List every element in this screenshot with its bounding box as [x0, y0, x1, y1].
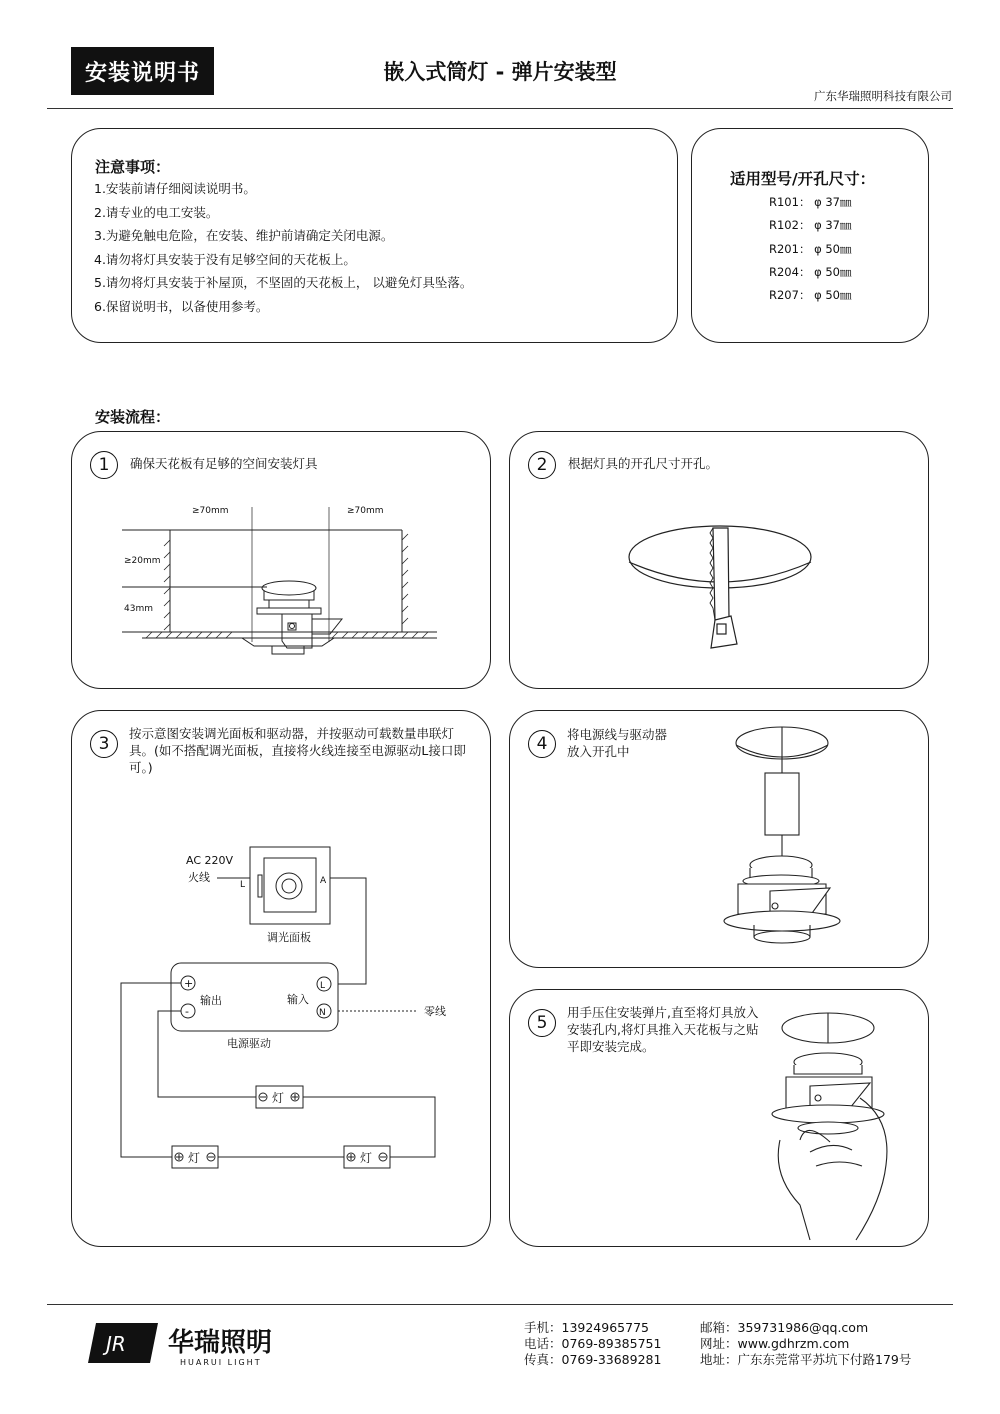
model-item: R204： φ 50㎜: [769, 264, 852, 279]
note-item: 4.请勿将灯具安装于没有足够空间的天花板上。: [94, 251, 356, 267]
page-title: 嵌入式筒灯 - 弹片安装型: [383, 60, 617, 84]
dimmer-panel-label: 调光面板: [267, 931, 311, 944]
panel-a-label: A: [320, 876, 327, 886]
step-number: 5: [528, 1009, 556, 1037]
fax-number: 传真：0769-33689281: [524, 1352, 662, 1367]
step-2-text: 根据灯具的开孔尺寸开孔。: [568, 456, 719, 471]
models-title: 适用型号/开孔尺寸：: [730, 170, 876, 188]
neutral-label: 零线: [424, 1005, 446, 1018]
panel-l-label: L: [240, 880, 246, 890]
wiring-diagram: [72, 711, 490, 1246]
plus-terminal: +: [184, 977, 194, 990]
step-1-panel: [71, 431, 491, 689]
step-1-text: 确保天花板有足够的空间安装灯具: [130, 456, 318, 471]
step-4-text: 将电源线与驱动器放入开孔中: [567, 727, 668, 759]
step-number: 1: [90, 451, 118, 479]
step-number: 4: [528, 730, 556, 758]
ac-label: AC 220V: [186, 854, 234, 867]
step-4-panel: [509, 710, 929, 968]
manual-badge: 安装说明书: [71, 47, 214, 95]
note-item: 6.保留说明书，以备使用参考。: [94, 298, 269, 314]
model-item: R102： φ 37㎜: [769, 218, 852, 233]
output-label: 输出: [200, 994, 222, 1007]
brand-cn: 华瑞照明: [168, 1328, 273, 1358]
notes-list: [94, 177, 472, 318]
mobile-number: 手机：13924965775: [524, 1320, 649, 1335]
lamp-1-label: 灯: [272, 1091, 285, 1105]
postal-address: 地址：广东东莞常平苏坑下付路179号: [700, 1352, 912, 1367]
note-item: 1.安装前请仔细阅读说明书。: [94, 181, 256, 196]
step-3-panel: [71, 710, 491, 1247]
note-item: 2.请专业的电工安装。: [94, 204, 219, 220]
step-5-text: 用手压住安装弹片,直至将灯具放入安装孔内,将灯具推入天花板与之贴平即安装完成。: [567, 1005, 759, 1054]
process-title: 安装流程：: [95, 408, 171, 426]
models-list: [769, 191, 851, 307]
notes-title: 注意事项：: [95, 158, 171, 176]
logo-mark: JR: [106, 1332, 126, 1356]
note-item: 5.请勿将灯具安装于补屋顶，不坚固的天花板上， 以避免灯具坠落。: [94, 275, 473, 290]
live-wire-label: 火线: [188, 871, 210, 884]
step-5-panel: [509, 989, 929, 1247]
header-divider: [47, 108, 953, 109]
dim-gap: ≥20mm: [124, 556, 161, 566]
note-item: 3.为避免触电危险，在安装、维护前请确定关闭电源。: [94, 228, 394, 243]
cut-hole-diagram: [510, 432, 928, 688]
dim-top-left: ≥70mm: [192, 506, 229, 516]
power-driver: [171, 963, 338, 1031]
driver-label: 电源驱动: [227, 1037, 271, 1050]
email-address: 邮箱：359731986@qq.com: [700, 1320, 869, 1335]
telephone-number: 电话：0769-89385751: [524, 1336, 662, 1351]
push-lamp-diagram: [510, 990, 928, 1246]
contact-phones: [524, 1320, 661, 1368]
l-terminal: L: [320, 981, 326, 991]
model-item: R101： φ 37㎜: [769, 195, 852, 209]
insert-driver-diagram: [510, 711, 928, 967]
lamp-3-label: 灯: [360, 1151, 373, 1165]
minus-terminal: -: [185, 1005, 189, 1018]
step-3-text: 按示意图安装调光面板和驱动器，并按驱动可载数量串联灯具。(如不搭配调光面板，直接将火线连接至电源驱动L接口即可。): [129, 726, 466, 775]
models-panel: [691, 128, 929, 343]
step-number: 3: [90, 730, 118, 758]
dim-height: 43mm: [124, 604, 153, 614]
dim-top-right: ≥70mm: [347, 506, 384, 516]
lamp-2-label: 灯: [188, 1151, 201, 1165]
model-item: R201： φ 50㎜: [769, 241, 852, 256]
brand-en: HUARUI LIGHT: [180, 1358, 262, 1367]
footer-divider: [47, 1304, 953, 1305]
website: 网址：www.gdhrzm.com: [700, 1336, 850, 1351]
step-2-panel: [509, 431, 929, 689]
notes-panel: [71, 128, 678, 343]
n-terminal: N: [319, 1008, 326, 1018]
company-logo: [88, 1321, 288, 1371]
step-number: 2: [528, 451, 556, 479]
input-label: 输入: [287, 993, 309, 1006]
ceiling-space-diagram: [72, 432, 490, 688]
model-item: R207： φ 50㎜: [769, 288, 852, 303]
company-name: 广东华瑞照明科技有限公司: [814, 89, 952, 103]
contact-online: [700, 1320, 911, 1368]
